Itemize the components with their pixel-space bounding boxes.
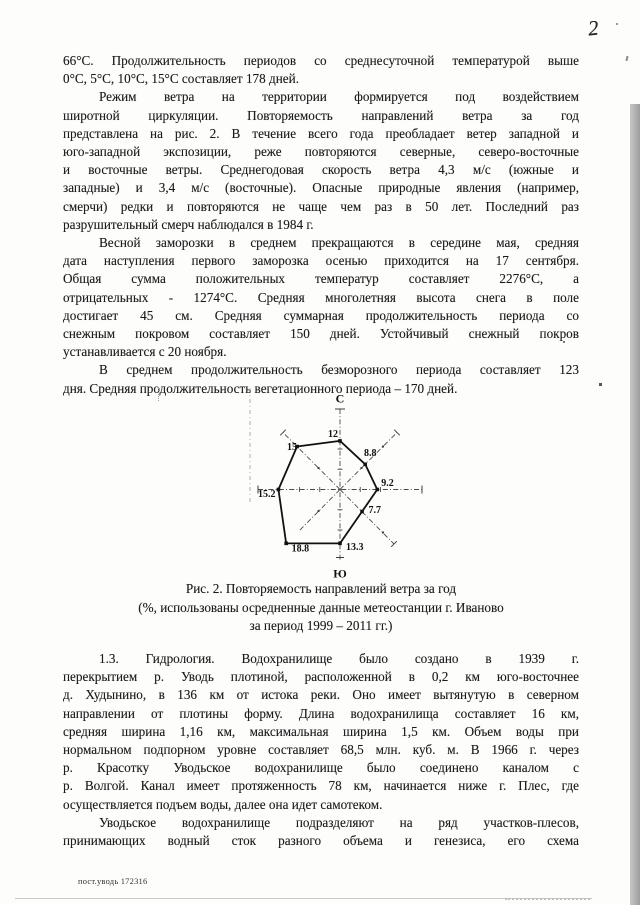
vertex-marker <box>338 439 342 443</box>
text-line: отрицательных - 1274°С. Средняя многолетняя высота снега в поле <box>63 289 579 305</box>
value-label: 13.3 <box>346 541 364 553</box>
text-line: устанавливается с 20 ноября. <box>63 344 227 360</box>
wind-rose-figure <box>230 386 445 586</box>
text-line: дня. Средняя продолжительность вегетационного периода – 170 дней. <box>63 380 458 396</box>
value-label: 8.8 <box>363 447 377 459</box>
vertex-marker <box>284 542 288 546</box>
ink-speck <box>563 341 565 343</box>
ink-speck <box>626 56 629 61</box>
text-line: Общая сумма положительных температур составляет 2276°С, а <box>63 271 579 287</box>
text-line: представлена на рис. 2. В течение всего года преобладает ветер западной и <box>63 125 579 141</box>
caption-line: Рис. 2. Повторяемость направлений ветра за год <box>185 581 457 596</box>
paragraph <box>63 650 579 814</box>
figure-caption <box>63 580 579 636</box>
text-line: р. Красотку Уводьское водохранилище было соединено каналом с <box>63 760 579 776</box>
text-line: Уводьское водохранилище подразделяют на ряд участков-плесов, <box>99 814 579 830</box>
vertex-marker <box>375 488 379 492</box>
text-line: направлении от плотины форму. Длина водохранилища составляет 16 км, <box>63 705 579 721</box>
caption-line: за период 1999 – 2011 гг.) <box>249 618 393 634</box>
text-line: нормальном подпорном уровне составляет 68,5 млн. куб. м. В 1966 г. через <box>63 742 579 758</box>
paragraph <box>63 52 579 88</box>
text-line: дата наступления первого заморозка осенью приходится на 17 сентября. <box>63 253 579 269</box>
value-label: 7.7 <box>368 505 382 517</box>
scan-dotted-artifact <box>158 387 160 401</box>
handwritten-page-number: 2 <box>586 15 600 41</box>
text-line: Весной заморозки в среднем прекращаются в середине мая, средняя <box>99 235 579 251</box>
paragraph <box>63 88 579 234</box>
text-line: р. Волгой. Канал имеет протяженность 78 км, начинается ниже г. Плес, где <box>63 778 579 794</box>
value-label: 15 <box>287 442 298 454</box>
vertex-marker <box>363 462 367 466</box>
value-label: 9.2 <box>381 478 394 489</box>
text-line: достигает 45 см. Средняя суммарная продолжительность периода со <box>63 307 579 323</box>
text-line: 66°С. Продолжительность периодов со среднесуточной температурой выше <box>63 53 579 68</box>
text-line: снежным покровом составляет 150 дней. Устойчивый снежный покров <box>63 326 579 342</box>
text-line: средняя ширина 1,16 км, максимальная ширина 1,5 км. Объем воды при <box>63 723 579 739</box>
text-line: разрушительный смерч наблюдался в 1984 г. <box>63 216 314 232</box>
wind-rose-polygon <box>278 441 377 543</box>
text-block-hydrology <box>63 650 579 850</box>
vertex-marker <box>360 510 364 514</box>
text-line: широтной циркуляции. Повторяемость направлений ветра за год <box>63 107 579 123</box>
text-line: принимающих водный сток разного объема и генезиса, его схема <box>63 833 579 849</box>
text-line: 1.3. Гидрология. Водохранилище было создано в 1939 г. <box>99 651 579 666</box>
footer-note: пост.уводь 172316 <box>78 876 148 886</box>
text-line: 0°С, 5°С, 10°С, 15°С составляет 178 дней. <box>63 71 299 87</box>
text-line: смерчи) редки и повторяются не чаще чем раз в 50 лет. Последний раз <box>63 198 579 214</box>
text-line: и восточные ветры. Среднегодовая скорость ветра 4,3 м/с (южные и <box>63 162 579 178</box>
text-line: перекрытием р. Уводь плотиной, расположенной в 0,2 км юго-восточнее <box>63 669 579 685</box>
text-line: западные) и 3,4 м/с (восточные). Опасные природные явления (например, <box>63 180 579 196</box>
value-label: 18.8 <box>291 543 310 555</box>
north-label: С <box>335 391 345 406</box>
vertex-marker <box>338 542 342 546</box>
ink-speck <box>616 23 618 25</box>
value-label: 15.2 <box>257 489 276 500</box>
text-line: юго-западной экспозиции, реже повторяются северные, северо-восточные <box>63 144 579 160</box>
scan-edge-strip <box>630 104 640 905</box>
south-label: Ю <box>333 566 347 581</box>
value-label: 12 <box>328 428 338 440</box>
scan-bottom-marks <box>505 896 590 900</box>
caption-line: (%, использованы осредненные данные метеостанции г. Иваново <box>138 599 504 615</box>
text-line: Режим ветра на территории формируется под воздействием <box>99 89 579 105</box>
vertex-marker <box>277 488 281 492</box>
paragraph <box>63 814 579 850</box>
text-line: осуществляется подъем воды, далее она идет самотеком. <box>63 796 383 812</box>
ink-speck <box>599 383 602 386</box>
text-line: В среднем продолжительность безморозного периода составляет 123 <box>99 362 579 378</box>
text-line: д. Худынино, в 136 км от истока реки. Оно имеет вытянутую в северном <box>63 687 579 703</box>
paragraph <box>63 234 579 361</box>
text-block-climate <box>63 52 579 398</box>
